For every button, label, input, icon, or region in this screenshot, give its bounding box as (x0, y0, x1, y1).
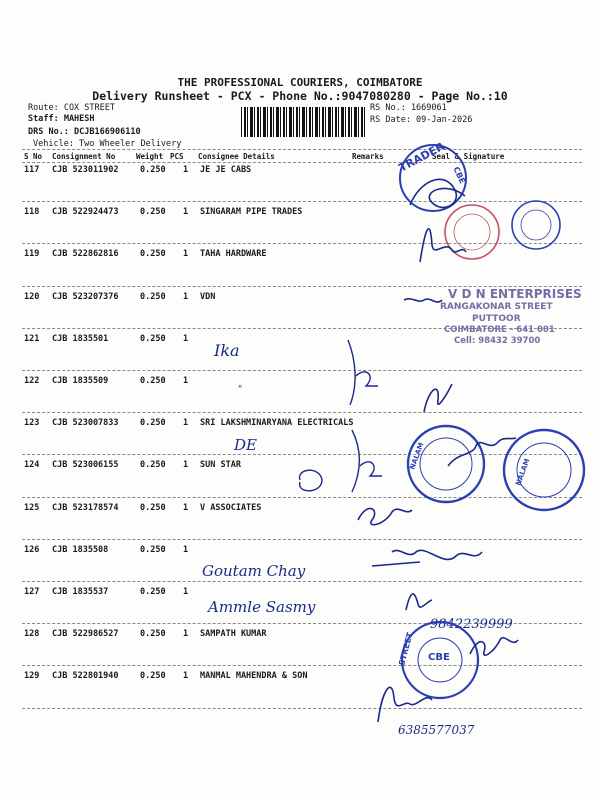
row-pcs: 1 (183, 207, 189, 218)
row-consignee: SUN STAR (200, 460, 241, 471)
row-consignment-no: CJB 522862816 (52, 249, 119, 260)
rs-date: RS Date: 09-Jan-2026 (370, 115, 473, 125)
vdn-stamp-name: V D N ENTERPRISES (448, 287, 582, 301)
col-pcs: PCS (170, 152, 184, 161)
row-pcs: 1 (183, 249, 189, 260)
row-pcs: 1 (183, 502, 189, 513)
trader-stamp (397, 140, 467, 211)
nalam-stamp-right (504, 430, 584, 510)
violet-stamp (512, 201, 560, 249)
row-consignment-no: CJB 1835508 (52, 544, 109, 555)
row-weight: 0.250 (140, 460, 166, 471)
row-weight: 0.250 (140, 333, 166, 344)
circled-r-mark (300, 470, 322, 491)
row-sno: 121 (24, 333, 40, 344)
row-sno: 125 (24, 502, 40, 513)
col-seal-signature: Seal & Signature (432, 152, 505, 161)
row-consignment-no: CJB 1835501 (52, 333, 109, 344)
row-pcs: 1 (183, 587, 189, 597)
row-weight: 0.250 (140, 291, 166, 302)
street-stamp-text: STREET (397, 631, 415, 667)
row-sno: 122 (24, 376, 40, 386)
row-weight: 0.250 (140, 207, 166, 218)
signature-117 (410, 179, 465, 207)
col-consignment: Consignment No (52, 152, 116, 161)
nalam-text-right: NALAM (514, 457, 532, 487)
row-sno: 119 (24, 249, 40, 260)
nalam-stamp-left (408, 426, 484, 502)
row-pcs: 1 (183, 291, 189, 302)
row-consignee: SAMPATH KUMAR (200, 629, 267, 640)
signature-127 (406, 594, 432, 610)
row-consignee: VDN (200, 291, 216, 302)
row-weight: 0.250 (140, 544, 166, 555)
row-consignment-no: CJB 523006155 (52, 460, 119, 471)
handwriting-121: Ika (214, 341, 240, 360)
row-consignment-no: CJB 523007833 (52, 418, 119, 429)
row-consignee: JE JE CABS (200, 165, 252, 175)
row-sno: 129 (24, 671, 40, 682)
row-weight: 0.250 (140, 629, 166, 640)
row-weight: 0.250 (140, 671, 166, 682)
signature-126 (372, 550, 482, 566)
bracket-121-122 (348, 340, 355, 405)
row-consignment-no: CJB 522801940 (52, 671, 119, 682)
row-weight: 0.250 (140, 376, 166, 386)
row-consignee: V ASSOCIATES (200, 502, 262, 513)
row-weight: 0.250 (140, 502, 166, 513)
row-sno: 126 (24, 544, 40, 555)
vdn-stamp-cell: Cell: 98432 39700 (454, 336, 541, 346)
row-weight: 0.250 (140, 587, 166, 597)
row-pcs: 1 (183, 376, 189, 386)
col-remarks: Remarks (352, 152, 384, 161)
col-weight: Weight (136, 152, 164, 161)
cbe-street-stamp (397, 622, 478, 698)
drs-number: DRS No.: DCJB166906110 (28, 127, 141, 137)
row-weight: 0.250 (140, 418, 166, 429)
handwriting-127: Ammle Sasmy (208, 598, 316, 616)
row-pcs: 1 (183, 165, 189, 175)
row-consignment-no: CJB 523207376 (52, 291, 119, 302)
staff-label: Staff: MAHESH (28, 114, 95, 124)
row-sno: 117 (24, 165, 40, 175)
row-consignee: SRI LAKSHMINARYANA ELECTRICALS (200, 418, 354, 429)
row-sno: 124 (24, 460, 40, 471)
vdn-stamp (440, 287, 582, 346)
row-consignee: SINGARAM PIPE TRADES (200, 207, 303, 218)
row-sno: 120 (24, 291, 40, 302)
row-sno: 123 (24, 418, 40, 429)
row-consignment-no: CJB 522986527 (52, 629, 119, 640)
mark-2-upper (356, 372, 378, 386)
vehicle-label: Vehicle: Two Wheeler Delivery (33, 139, 182, 149)
row-pcs: 1 (183, 671, 189, 682)
rs-number: RS No.: 1669061 (370, 103, 447, 113)
signature-118 (420, 229, 466, 262)
row-pcs: 1 (183, 333, 189, 344)
vdn-stamp-city: COIMBATORE - 641 001 (444, 325, 555, 335)
vdn-stamp-town: PUTTOOR (472, 314, 521, 324)
handwritten-phone: 9842239999 (430, 617, 513, 632)
cbe-stamp-text: CBE (428, 652, 450, 663)
row-sno: 128 (24, 629, 40, 640)
handwritten-phone-2: 6385577037 (398, 723, 475, 737)
signature-129 (378, 687, 432, 722)
mark-2-lower (360, 462, 382, 476)
signature-125 (358, 508, 412, 524)
row-consignment-no: CJB 1835509 (52, 376, 109, 386)
signature-120 (404, 299, 442, 302)
handwriting-122-mark: " (238, 385, 243, 395)
row-weight: 0.250 (140, 165, 166, 175)
row-pcs: 1 (183, 629, 189, 640)
row-consignment-no: CJB 522924473 (52, 207, 119, 218)
handwriting-126: Goutam Chay (202, 562, 306, 580)
row-consignee: MANMAL MAHENDRA & SON (200, 671, 308, 682)
row-weight: 0.250 (140, 249, 166, 260)
signature-122 (424, 384, 452, 412)
row-pcs: 1 (183, 460, 189, 471)
col-consignee: Consignee Details (198, 152, 275, 161)
vdn-stamp-street: RANGAKONAR STREET (440, 302, 553, 312)
row-pcs: 1 (183, 418, 189, 429)
row-sno: 118 (24, 207, 40, 218)
row-consignment-no: CJB 523178574 (52, 502, 119, 513)
row-sno: 127 (24, 587, 40, 597)
row-consignee: TAHA HARDWARE (200, 249, 267, 260)
page-title: THE PROFESSIONAL COURIERS, COIMBATORE (177, 76, 423, 89)
trader-stamp-cbe: CBE (451, 165, 468, 186)
row-pcs: 1 (183, 544, 189, 555)
nalam-text-left: NALAM (408, 441, 426, 471)
row-consignment-no: CJB 1835537 (52, 587, 109, 597)
col-sno: S No (24, 152, 43, 161)
runsheet-subtitle: Delivery Runsheet - PCX - Phone No.:9047080280 - Page No.:10 (92, 89, 508, 103)
handwriting-123: DE (234, 436, 257, 454)
bracket-123-124 (352, 430, 360, 492)
row-consignment-no: CJB 523011902 (52, 165, 119, 175)
route-label: Route: COX STREET (28, 103, 115, 113)
trader-stamp-text: TRADER (396, 139, 447, 175)
